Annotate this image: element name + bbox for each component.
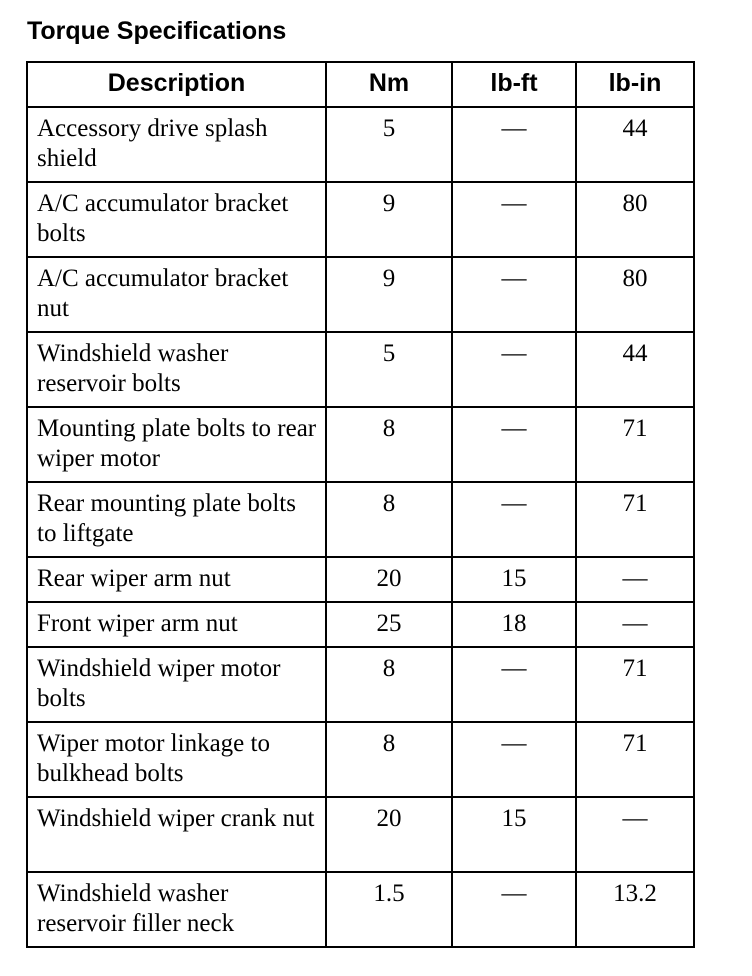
description-cell: Windshield wiper motor bolts xyxy=(27,647,326,722)
lb-in-cell: 80 xyxy=(576,182,694,257)
column-header-lb-ft: lb-ft xyxy=(452,62,576,107)
table-row xyxy=(27,107,694,182)
nm-cell: 20 xyxy=(326,557,452,602)
description-cell: Windshield wiper crank nut xyxy=(27,797,326,872)
nm-cell: 25 xyxy=(326,602,452,647)
table-row xyxy=(27,182,694,257)
page-title: Torque Specifications xyxy=(27,17,287,45)
table-row xyxy=(27,797,694,872)
lb-ft-cell: — xyxy=(452,182,576,257)
table-row xyxy=(27,332,694,407)
description-cell: Windshield washer reservoir filler neck xyxy=(27,872,326,947)
nm-cell: 8 xyxy=(326,647,452,722)
torque-spec-table xyxy=(26,61,695,948)
description-cell: Mounting plate bolts to rear wiper motor xyxy=(27,407,326,482)
table-row xyxy=(27,602,694,647)
column-header-lb-in: lb-in xyxy=(576,62,694,107)
description-cell: A/C accumulator bracket bolts xyxy=(27,182,326,257)
lb-ft-cell: — xyxy=(452,482,576,557)
table-header-row xyxy=(27,62,694,107)
table-row xyxy=(27,557,694,602)
description-cell: A/C accumulator bracket nut xyxy=(27,257,326,332)
column-header-description: Description xyxy=(27,62,326,107)
lb-in-cell: 13.2 xyxy=(576,872,694,947)
nm-cell: 5 xyxy=(326,107,452,182)
description-cell: Wiper motor linkage to bulkhead bolts xyxy=(27,722,326,797)
lb-in-cell: — xyxy=(576,602,694,647)
lb-ft-cell: — xyxy=(452,407,576,482)
column-header-nm: Nm xyxy=(326,62,452,107)
nm-cell: 8 xyxy=(326,482,452,557)
lb-ft-cell: — xyxy=(452,647,576,722)
lb-ft-cell: 15 xyxy=(452,797,576,872)
lb-in-cell: 44 xyxy=(576,107,694,182)
table-row xyxy=(27,722,694,797)
lb-ft-cell: — xyxy=(452,257,576,332)
table-row xyxy=(27,257,694,332)
nm-cell: 1.5 xyxy=(326,872,452,947)
description-cell: Front wiper arm nut xyxy=(27,602,326,647)
lb-in-cell: 71 xyxy=(576,722,694,797)
description-cell: Windshield washer reservoir bolts xyxy=(27,332,326,407)
lb-in-cell: 44 xyxy=(576,332,694,407)
nm-cell: 9 xyxy=(326,182,452,257)
lb-in-cell: — xyxy=(576,797,694,872)
lb-ft-cell: — xyxy=(452,332,576,407)
table-row xyxy=(27,647,694,722)
lb-in-cell: 80 xyxy=(576,257,694,332)
description-cell: Rear wiper arm nut xyxy=(27,557,326,602)
lb-ft-cell: — xyxy=(452,872,576,947)
nm-cell: 9 xyxy=(326,257,452,332)
table-row xyxy=(27,407,694,482)
lb-ft-cell: — xyxy=(452,107,576,182)
lb-in-cell: 71 xyxy=(576,647,694,722)
lb-ft-cell: 15 xyxy=(452,557,576,602)
lb-ft-cell: 18 xyxy=(452,602,576,647)
lb-in-cell: 71 xyxy=(576,407,694,482)
lb-in-cell: 71 xyxy=(576,482,694,557)
lb-ft-cell: — xyxy=(452,722,576,797)
description-cell: Accessory drive splash shield xyxy=(27,107,326,182)
lb-in-cell: — xyxy=(576,557,694,602)
nm-cell: 20 xyxy=(326,797,452,872)
description-cell: Rear mounting plate bolts to liftgate xyxy=(27,482,326,557)
table-row xyxy=(27,482,694,557)
nm-cell: 5 xyxy=(326,332,452,407)
table-row xyxy=(27,872,694,947)
nm-cell: 8 xyxy=(326,722,452,797)
nm-cell: 8 xyxy=(326,407,452,482)
